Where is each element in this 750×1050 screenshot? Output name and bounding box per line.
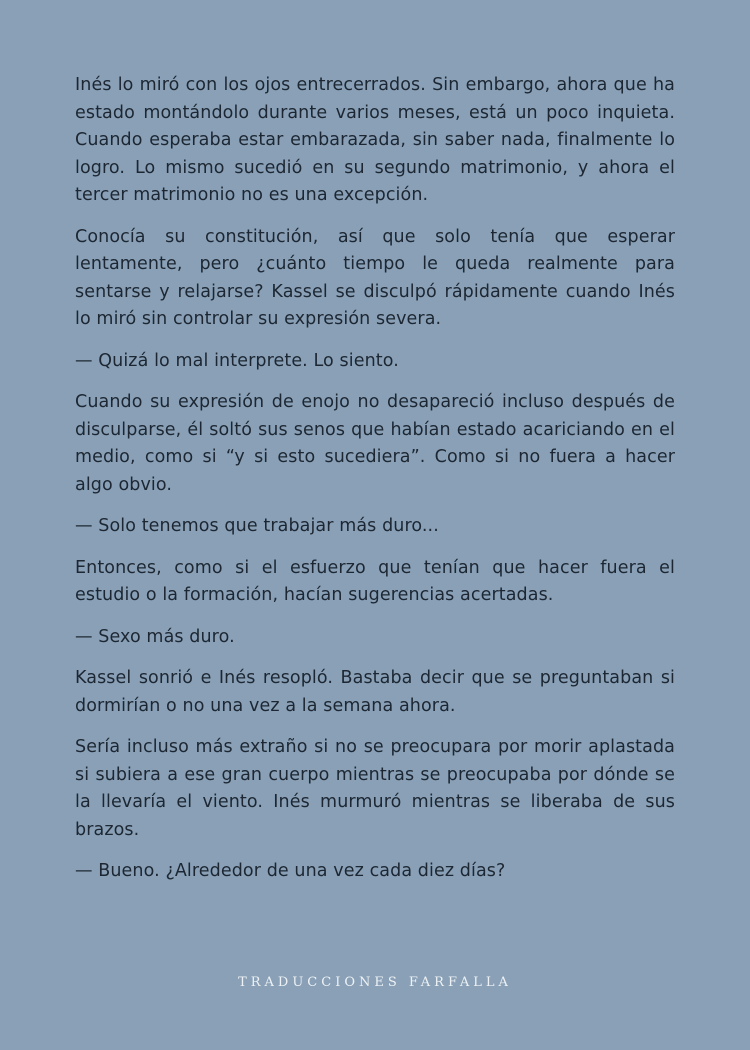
- dialogue-line-2: — Solo tenemos que trabajar más duro...: [75, 516, 439, 536]
- paragraph-3: Cuando su expresión de enojo no desapareció incluso después de disculparse, él soltó sus senos que habían estado acariciando en el medio, como si “y si esto sucediera”. Como si no fuera a hacer algo obvio.: [75, 392, 675, 495]
- paragraph-1: Inés lo miró con los ojos entrecerrados. Sin embargo, ahora que ha estado montándolo durante varios meses, está un poco inquieta. Cuando esperaba estar embarazada, sin saber nada, finalmente lo logro. Lo mismo sucedió en su segundo matrimonio, y ahora el tercer matrimonio no es una excepción.: [75, 75, 675, 205]
- page-footer: TRADUCCIONES FARFALLA: [238, 975, 512, 990]
- paragraph-2: Conocía su constitución, así que solo tenía que esperar lentamente, pero ¿cuánto tiempo le queda realmente para sentarse y relajarse? Kassel se disculpó rápidamente cuando Inés lo miró sin controlar su expresión severa.: [75, 226, 675, 329]
- dialogue-line-3: — Sexo más duro.: [75, 626, 235, 647]
- paragraph-5: Kassel sonrió e Inés resopló. Bastaba decir que se preguntaban si dormirían o no una vez a la semana ahora.: [75, 668, 675, 716]
- page-body: [75, 72, 675, 900]
- dialogue-line-4: — Bueno. ¿Alrededor de una vez cada diez días?: [75, 861, 506, 881]
- paragraph-4: Entonces, como si el esfuerzo que tenían que hacer fuera el estudio o la formación, hacían sugerencias acertadas.: [75, 557, 675, 605]
- paragraph-6: Sería incluso más extraño si no se preocupara por morir aplastada si subiera a ese gran cuerpo mientras se preocupaba por dónde se la llevaría el viento. Inés murmuró mientras se liberaba de sus brazos.: [75, 737, 675, 840]
- dialogue-line-1: — Quizá lo mal interprete. Lo siento.: [75, 350, 399, 371]
